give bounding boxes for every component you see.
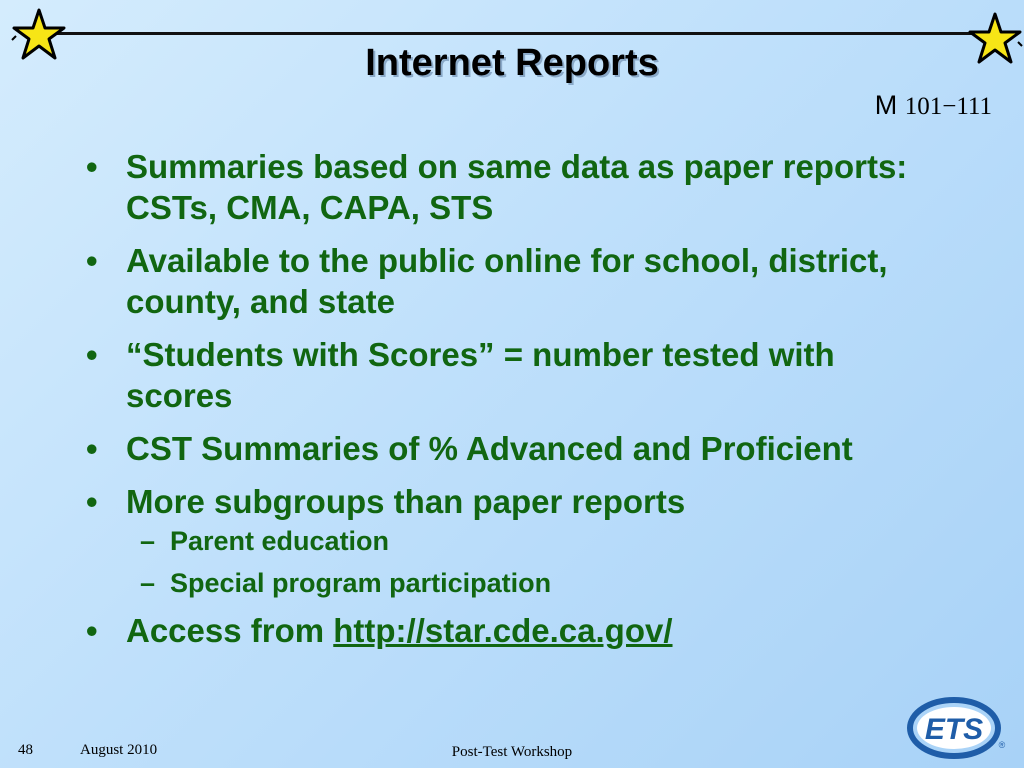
sub-bullet-item <box>84 566 944 600</box>
sub-bullet-dash: – <box>140 526 156 556</box>
bullet-dot: • <box>86 483 98 520</box>
bullet-dot: • <box>86 242 98 279</box>
bullet-text: “Students with Scores” = number tested with scores <box>126 336 835 414</box>
bullet-dot: • <box>86 336 98 373</box>
bullet-item <box>84 428 944 469</box>
bullet-item <box>84 240 944 322</box>
bullet-item <box>84 610 944 651</box>
reference-range: 101−111 <box>904 93 992 120</box>
top-rule <box>40 32 985 35</box>
sub-bullet-item <box>84 524 944 558</box>
registered-mark: ® <box>998 740 1006 750</box>
bullet-text: More subgroups than paper reports <box>126 483 686 520</box>
star-site-link[interactable]: http://star.cde.ca.gov/ <box>333 612 673 649</box>
reference-prefix: M <box>874 90 898 120</box>
sub-bullet-text: Special program participation <box>170 568 552 598</box>
bullet-dot: • <box>86 612 98 649</box>
bullet-text: CST Summaries of % Advanced and Proficient <box>126 430 853 467</box>
bullet-text: Summaries based on same data as paper reports: CSTs, CMA, CAPA, STS <box>126 148 908 226</box>
bullet-list <box>84 146 944 663</box>
bullet-item <box>84 334 944 416</box>
sub-bullet-dash: – <box>140 568 156 598</box>
ets-logo-text: ETS <box>924 713 984 746</box>
footer-title: Post-Test Workshop <box>451 744 573 760</box>
bullet-dot: • <box>86 148 98 185</box>
bullet-text: Available to the public online for school, district, county, and state <box>126 242 888 320</box>
bullet-item <box>84 481 944 522</box>
bullet-dot: • <box>86 430 98 467</box>
page-reference <box>875 90 992 121</box>
slide-number: 48 <box>18 742 33 758</box>
bullet-item <box>84 146 944 228</box>
bullet-text: Access from <box>126 612 334 649</box>
sub-bullet-text: Parent education <box>170 526 390 556</box>
slide-title: Internet Reports <box>365 42 659 84</box>
footer-date: August 2010 <box>80 742 158 758</box>
ets-logo <box>906 696 1008 760</box>
